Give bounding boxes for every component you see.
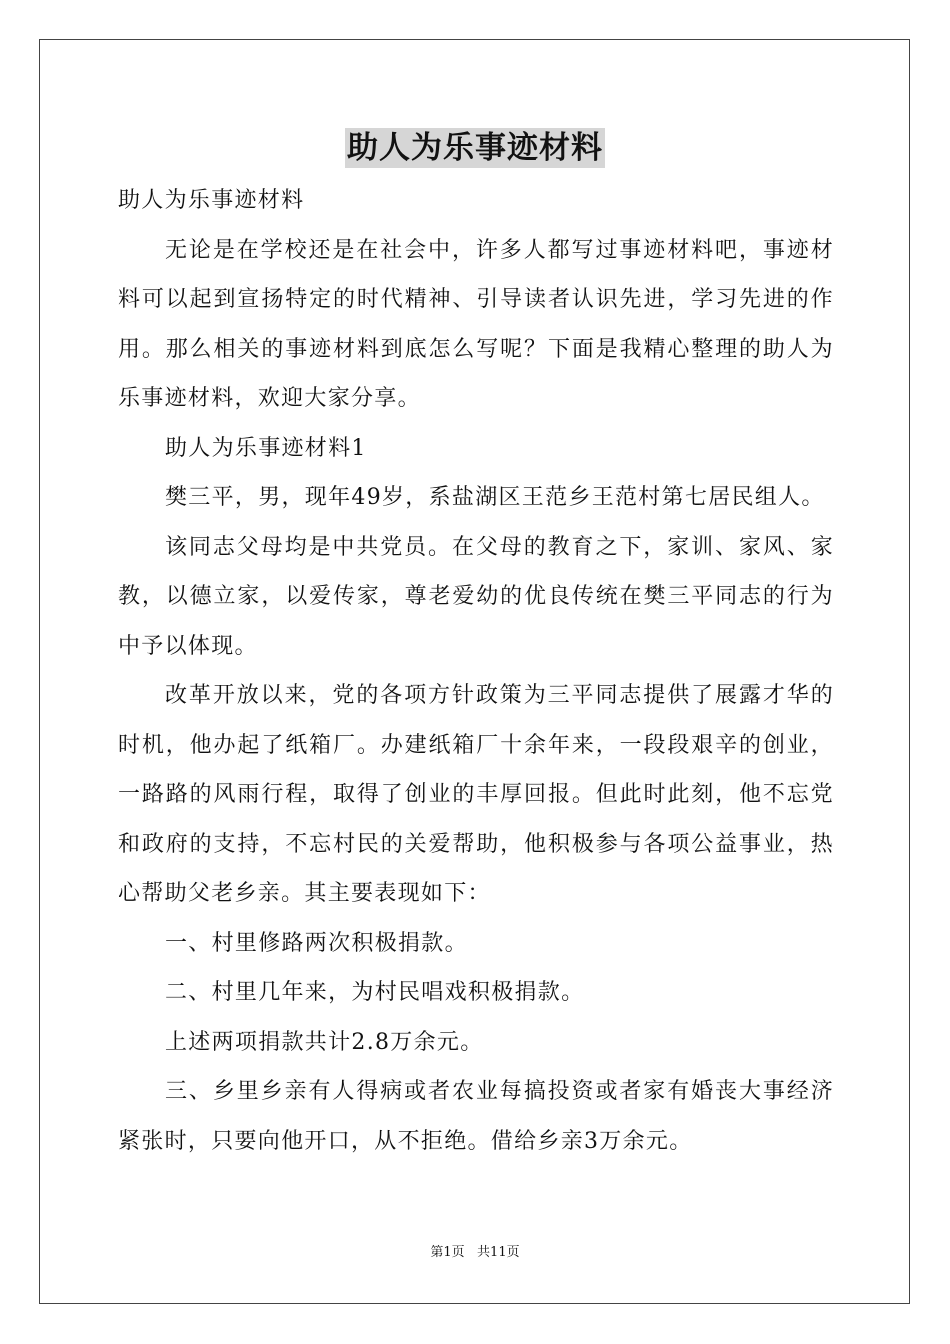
- paragraph-person-info: 樊三平，男，现年49岁，系盐湖区王范乡王范村第七居民组人。: [165, 485, 825, 510]
- paragraph-section-title: 助人为乐事迹材料1: [165, 435, 367, 461]
- paragraph-intro: 无论是在学校还是在社会中，许多人都写过事迹材料吧，事迹材料可以起到宣扬特定的时代精神、引导读者认识先进，学习先进的作用。那么相关的事迹材料到底怎么写呢？下面是我精心整理的助人为乐事迹材料，欢迎大家分享。: [118, 237, 834, 411]
- paragraph-item-3: 三、乡里乡亲有人得病或者农业每搞投资或者家有婚丧大事经济紧张时，只要向他开口，从不拒绝。借给乡亲3万余元。: [118, 1079, 834, 1154]
- paragraph-total: 上述两项捐款共计2.8万余元。: [165, 1029, 484, 1055]
- document-title: 助人为乐事迹材料: [347, 130, 603, 166]
- page-footer: 第1页 共11页: [430, 1245, 520, 1260]
- document-body: [118, 176, 834, 1166]
- paragraph-family: 该同志父母均是中共党员。在父母的教育之下，家训、家风、家教，以德立家，以爱传家，尊老爱幼的优良传统在樊三平同志的行为中予以体现。: [118, 534, 834, 659]
- paragraph-career: 改革开放以来，党的各项方针政策为三平同志提供了展露才华的时机，他办起了纸箱厂。办建纸箱厂十余年来，一段段艰辛的创业，一路路的风雨行程，取得了创业的丰厚回报。但此时此刻，他不忘党和政府的支持，不忘村民的关爱帮助，他积极参与各项公益事业，热心帮助父老乡亲。其主要表现如下：: [118, 683, 834, 906]
- title-area: [0, 128, 950, 168]
- paragraph-item-2: 二、村里几年来，为村民唱戏积极捐款。: [165, 980, 585, 1005]
- paragraph-heading: 助人为乐事迹材料: [118, 188, 305, 213]
- paragraph-item-1: 一、村里修路两次积极捐款。: [165, 930, 468, 956]
